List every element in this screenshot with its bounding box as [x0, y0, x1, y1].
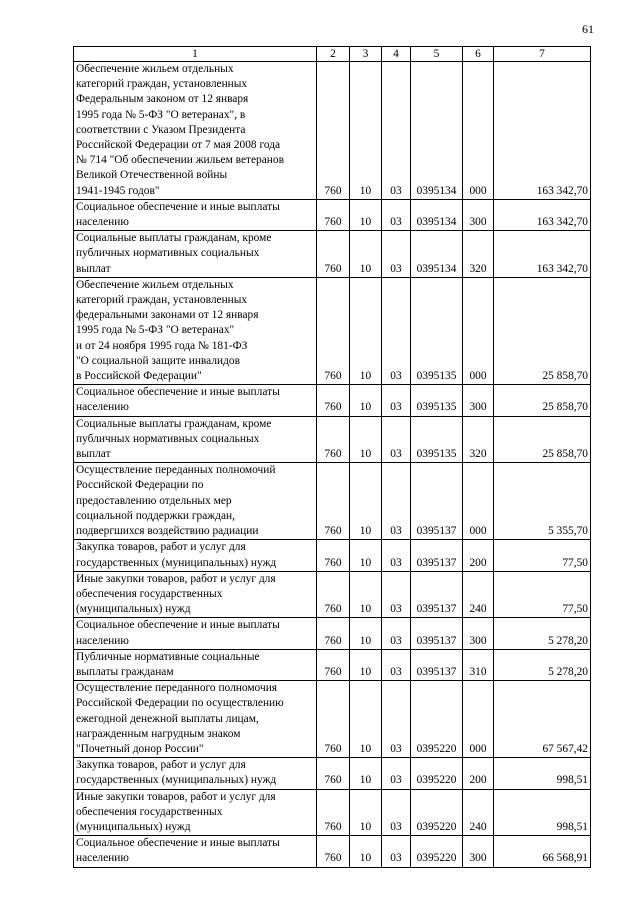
- table-row: [74, 277, 591, 384]
- code-col-5: 0395220: [411, 758, 463, 789]
- code-col-2: 760: [317, 62, 350, 200]
- code-col-4: 03: [382, 62, 411, 200]
- code-col-2: 760: [317, 277, 350, 384]
- code-col-2: 760: [317, 758, 350, 789]
- table-row: [74, 618, 591, 649]
- code-col-3: 10: [350, 385, 382, 416]
- code-col-4: 03: [382, 277, 411, 384]
- code-col-6: 300: [463, 836, 494, 867]
- code-col-4: 03: [382, 758, 411, 789]
- code-col-5: 0395220: [411, 789, 463, 836]
- code-col-5: 0395135: [411, 416, 463, 463]
- budget-item-name: Осуществление переданных полномочий Российской Федерации по предоставлению отдельных мер социальной поддержки граждан, подвергшихся воздействию радиации: [74, 463, 317, 540]
- code-col-4: 03: [382, 540, 411, 571]
- code-col-3: 10: [350, 199, 382, 230]
- code-col-5: 0395135: [411, 277, 463, 384]
- code-col-6: 240: [463, 571, 494, 618]
- code-col-6: 200: [463, 540, 494, 571]
- code-col-6: 000: [463, 277, 494, 384]
- column-header: 1: [74, 47, 317, 62]
- budget-item-name: Иные закупки товаров, работ и услуг для обеспечения государственных (муниципальных) нужд: [74, 571, 317, 618]
- table-row: [74, 789, 591, 836]
- code-col-2: 760: [317, 199, 350, 230]
- amount-value: 25 858,70: [494, 416, 591, 463]
- code-col-5: 0395220: [411, 836, 463, 867]
- budget-item-name: Обеспечение жильем отдельных категорий граждан, установленных федеральными законами от 12 января 1995 года № 5-ФЗ "О ветеранах" и от 24 ноября 1995 года № 181-ФЗ "О социальной защите инвалидов в Российской Федерации": [74, 277, 317, 384]
- table-row: [74, 540, 591, 571]
- code-col-4: 03: [382, 416, 411, 463]
- code-col-6: 000: [463, 681, 494, 758]
- code-col-3: 10: [350, 540, 382, 571]
- code-col-2: 760: [317, 540, 350, 571]
- column-header: 3: [350, 47, 382, 62]
- budget-item-name: Закупка товаров, работ и услуг для государственных (муниципальных) нужд: [74, 540, 317, 571]
- code-col-3: 10: [350, 681, 382, 758]
- amount-value: 998,51: [494, 758, 591, 789]
- code-col-5: 0395137: [411, 618, 463, 649]
- code-col-3: 10: [350, 649, 382, 680]
- code-col-5: 0395134: [411, 231, 463, 278]
- budget-item-name: Закупка товаров, работ и услуг для государственных (муниципальных) нужд: [74, 758, 317, 789]
- budget-item-name: Осуществление переданного полномочия Российской Федерации по осуществлению ежегодной денежной выплаты лицам, награжденным нагрудным знаком "Почетный донор России": [74, 681, 317, 758]
- code-col-3: 10: [350, 618, 382, 649]
- code-col-5: 0395137: [411, 463, 463, 540]
- table-row: [74, 231, 591, 278]
- budget-item-name: Иные закупки товаров, работ и услуг для обеспечения государственных (муниципальных) нужд: [74, 789, 317, 836]
- code-col-3: 10: [350, 571, 382, 618]
- budget-item-name: Социальные выплаты гражданам, кроме публичных нормативных социальных выплат: [74, 416, 317, 463]
- amount-value: 25 858,70: [494, 385, 591, 416]
- budget-item-name: Обеспечение жильем отдельных категорий граждан, установленных Федеральным законом от 12 января 1995 года № 5-ФЗ "О ветеранах", в соответствии с Указом Президента Российской Федерации от 7 мая 2008 года № 714 "Об обеспечении жильем ветеранов Великой Отечественной войны 1941-1945 годов": [74, 62, 317, 200]
- budget-item-name: Социальное обеспечение и иные выплаты населению: [74, 618, 317, 649]
- code-col-2: 760: [317, 385, 350, 416]
- code-col-2: 760: [317, 571, 350, 618]
- budget-item-name: Публичные нормативные социальные выплаты гражданам: [74, 649, 317, 680]
- amount-value: 163 342,70: [494, 199, 591, 230]
- code-col-3: 10: [350, 836, 382, 867]
- column-header: 5: [411, 47, 463, 62]
- amount-value: 66 568,91: [494, 836, 591, 867]
- budget-item-name: Социальное обеспечение и иные выплаты населению: [74, 385, 317, 416]
- budget-table: [73, 46, 591, 868]
- column-header: 2: [317, 47, 350, 62]
- code-col-4: 03: [382, 571, 411, 618]
- amount-value: 77,50: [494, 571, 591, 618]
- budget-item-name: Социальные выплаты гражданам, кроме публичных нормативных социальных выплат: [74, 231, 317, 278]
- amount-value: 998,51: [494, 789, 591, 836]
- table-row: [74, 416, 591, 463]
- table-row: [74, 836, 591, 867]
- code-col-4: 03: [382, 231, 411, 278]
- amount-value: 163 342,70: [494, 231, 591, 278]
- code-col-4: 03: [382, 618, 411, 649]
- code-col-3: 10: [350, 277, 382, 384]
- code-col-6: 000: [463, 62, 494, 200]
- amount-value: 163 342,70: [494, 62, 591, 200]
- table-row: [74, 571, 591, 618]
- table-row: [74, 681, 591, 758]
- amount-value: 77,50: [494, 540, 591, 571]
- code-col-6: 300: [463, 618, 494, 649]
- code-col-4: 03: [382, 649, 411, 680]
- code-col-6: 300: [463, 199, 494, 230]
- code-col-2: 760: [317, 618, 350, 649]
- column-header: 6: [463, 47, 494, 62]
- code-col-3: 10: [350, 231, 382, 278]
- code-col-3: 10: [350, 416, 382, 463]
- code-col-6: 200: [463, 758, 494, 789]
- code-col-2: 760: [317, 789, 350, 836]
- code-col-5: 0395134: [411, 199, 463, 230]
- code-col-6: 300: [463, 385, 494, 416]
- code-col-5: 0395137: [411, 571, 463, 618]
- code-col-5: 0395137: [411, 649, 463, 680]
- amount-value: 67 567,42: [494, 681, 591, 758]
- code-col-4: 03: [382, 836, 411, 867]
- code-col-2: 760: [317, 681, 350, 758]
- code-col-2: 760: [317, 463, 350, 540]
- table-row: [74, 649, 591, 680]
- code-col-3: 10: [350, 62, 382, 200]
- code-col-4: 03: [382, 385, 411, 416]
- column-header: 4: [382, 47, 411, 62]
- amount-value: 5 278,20: [494, 649, 591, 680]
- code-col-6: 320: [463, 231, 494, 278]
- code-col-4: 03: [382, 789, 411, 836]
- code-col-2: 760: [317, 649, 350, 680]
- amount-value: 5 355,70: [494, 463, 591, 540]
- code-col-5: 0395137: [411, 540, 463, 571]
- table-row: [74, 199, 591, 230]
- budget-item-name: Социальное обеспечение и иные выплаты населению: [74, 836, 317, 867]
- table-row: [74, 385, 591, 416]
- table-row: [74, 62, 591, 200]
- code-col-4: 03: [382, 199, 411, 230]
- budget-item-name: Социальное обеспечение и иные выплаты населению: [74, 199, 317, 230]
- code-col-4: 03: [382, 463, 411, 540]
- table-row: [74, 758, 591, 789]
- amount-value: 25 858,70: [494, 277, 591, 384]
- amount-value: 5 278,20: [494, 618, 591, 649]
- code-col-5: 0395134: [411, 62, 463, 200]
- table-body: [74, 62, 591, 868]
- code-col-6: 310: [463, 649, 494, 680]
- page-number: 61: [582, 22, 594, 36]
- table-row: [74, 463, 591, 540]
- code-col-4: 03: [382, 681, 411, 758]
- header-row: [74, 47, 591, 62]
- code-col-3: 10: [350, 789, 382, 836]
- code-col-2: 760: [317, 416, 350, 463]
- code-col-2: 760: [317, 231, 350, 278]
- code-col-3: 10: [350, 463, 382, 540]
- code-col-6: 320: [463, 416, 494, 463]
- column-header: 7: [494, 47, 591, 62]
- code-col-2: 760: [317, 836, 350, 867]
- code-col-5: 0395135: [411, 385, 463, 416]
- code-col-5: 0395220: [411, 681, 463, 758]
- code-col-6: 240: [463, 789, 494, 836]
- code-col-3: 10: [350, 758, 382, 789]
- code-col-6: 000: [463, 463, 494, 540]
